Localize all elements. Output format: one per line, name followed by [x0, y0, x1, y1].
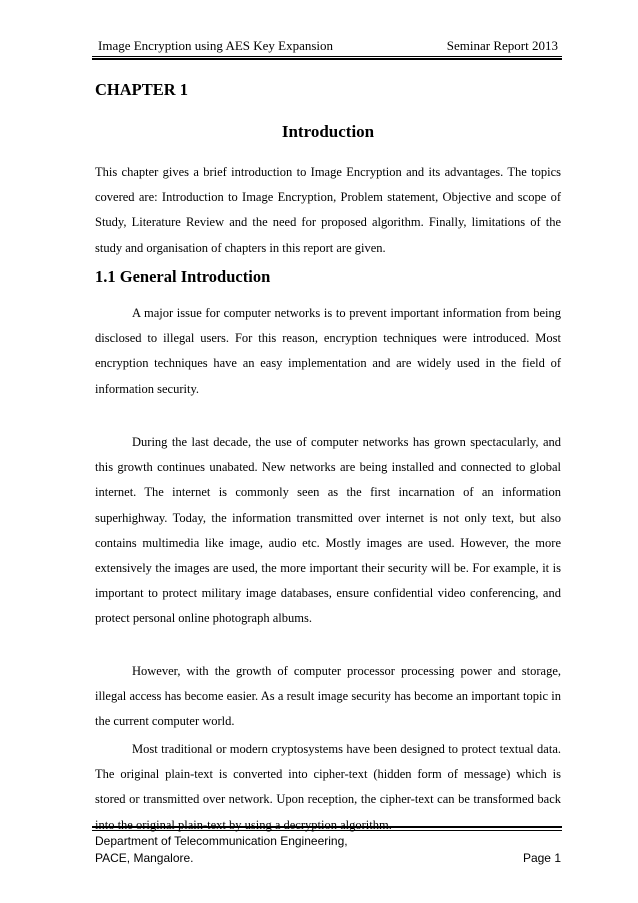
footer-divider — [92, 830, 562, 831]
running-header — [92, 36, 562, 54]
chapter-label: CHAPTER 1 — [95, 80, 189, 99]
footer-divider-thick — [92, 826, 562, 828]
body-paragraph: During the last decade, the use of computer networks has grown spectacularly, and this growth continues unabated. New networks are being installed and connected to global internet. The internet is commonly seen as the first incarnation of an information superhighway. Today, the information transmitted over internet is not only text, but also contains multimedia like image, audio etc. Mostly images are used. However, the more extensively the images are used, the more important their security will be. For example, it is important to protect military image databases, ensure confidential video conferencing, and protect personal online photograph albums. — [95, 435, 561, 626]
footer-department: Department of Telecommunication Engineering, — [95, 834, 348, 848]
running-footer — [95, 833, 561, 873]
main-content — [95, 78, 561, 832]
chapter-title: Introduction — [281, 122, 375, 141]
chapter-intro-paragraph: This chapter gives a brief introduction to Image Encryption and its advantages. The topics covered are: Introduction to Image Encryption, Problem statement, Objective and scope of Study, Literature Review and the need for proposed algorithm. Finally, limitations of the study and organisation of chapters in this report are given. — [95, 165, 561, 255]
section-heading: 1.1 General Introduction — [95, 267, 271, 286]
footer-location: PACE, Mangalore. — [95, 851, 194, 865]
header-report-year: Seminar Report 2013 — [446, 38, 558, 53]
header-divider-thick — [92, 58, 562, 60]
page-number: Page 1 — [522, 851, 561, 865]
body-paragraph: However, with the growth of computer processor processing power and storage, illegal access has become easier. As a result image security has become an important topic in the current computer world. — [95, 664, 561, 729]
header-divider — [92, 56, 562, 57]
body-paragraph: Most traditional or modern cryptosystems have been designed to protect textual data. The original plain-text is converted into cipher-text (hidden form of message) which is stored or transmitted over network. Upon reception, the cipher-text can be transformed back into the original plain-text by using a decryption algorithm. — [95, 742, 561, 832]
body-paragraph: A major issue for computer networks is to prevent important information from being disclosed to illegal users. For this reason, encryption techniques were introduced. Most encryption techniques have an easy implementation and are widely used in the field of information security. — [95, 306, 561, 396]
header-title: Image Encryption using AES Key Expansion — [98, 38, 334, 53]
